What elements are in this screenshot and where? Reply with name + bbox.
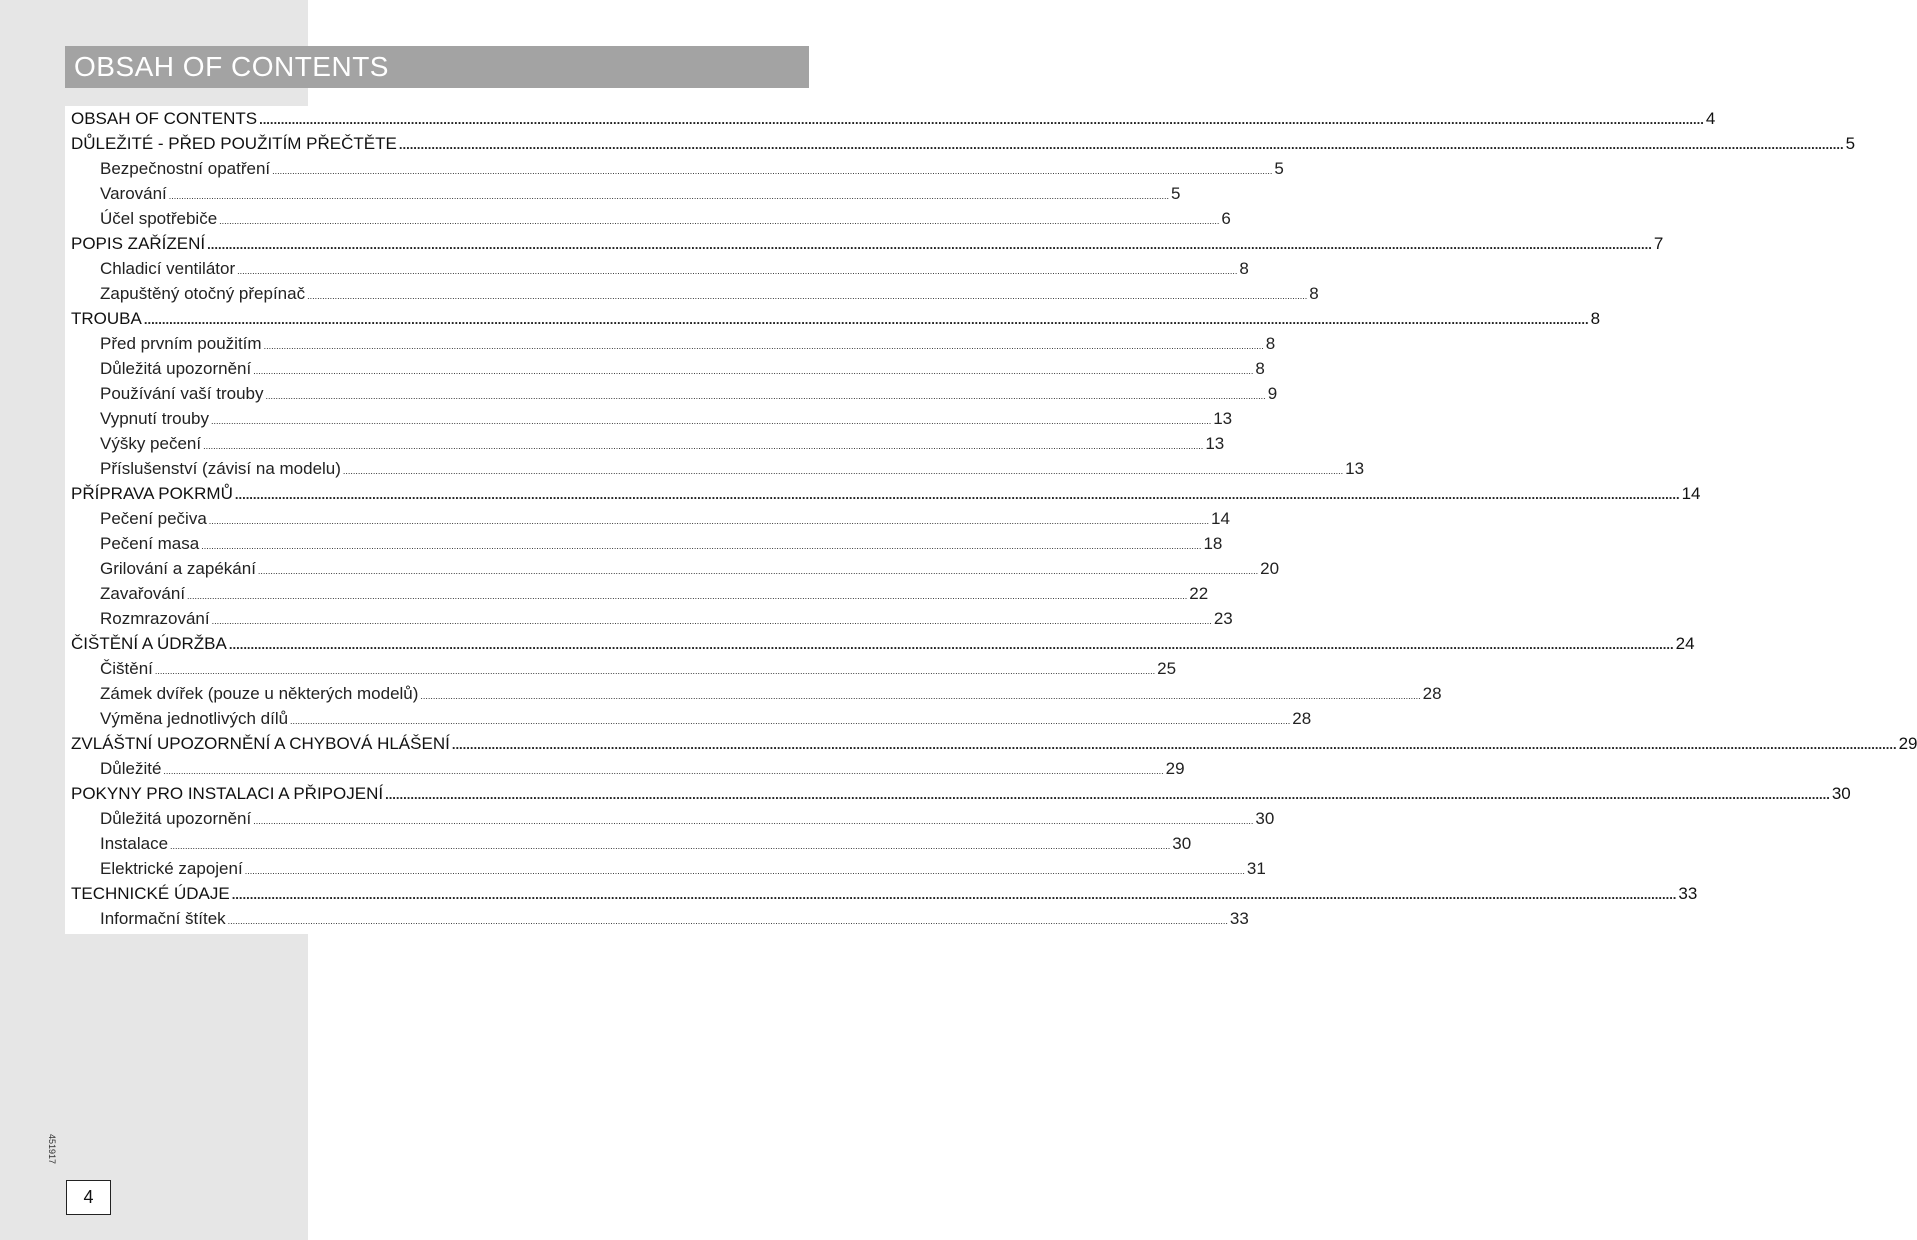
toc-entry-page: 13	[1345, 459, 1365, 478]
toc-entry-label: Používání vaší trouby	[100, 384, 264, 403]
toc-entry-page: 9	[1267, 384, 1278, 403]
toc-entry-page: 8	[1265, 334, 1276, 353]
toc-entry-page: 24	[1675, 634, 1695, 653]
toc-leader-dots: ................................................................................................................................................................................................................................................................................................................................................................................................................	[211, 616, 1212, 626]
toc-entry-label: Zámek dvířek (pouze u některých modelů)	[100, 684, 419, 703]
toc-leader-dots: ................................................................................................................................................................................................................................................................................................................................................................................................................	[257, 566, 1259, 576]
toc-entry-label: Zapuštěný otočný přepínač	[100, 284, 306, 303]
toc-leader-dots: ................................................................................................................................................................................................................................................................................................................................................................................................................	[201, 541, 1202, 551]
toc-entry[interactable]	[71, 781, 1851, 806]
toc-entry-label: Důležitá upozornění	[100, 809, 252, 828]
toc-entry-label: Pečení pečiva	[100, 509, 207, 528]
page-title: OBSAH OF CONTENTS	[74, 51, 389, 82]
toc-leader-dots: ................................................................................................................................................................................................................................................................................................................................................................................................................	[307, 291, 1308, 301]
document-code: 451917	[47, 1133, 57, 1165]
toc-leader-dots: ................................................................................................................................................................................................................................................................................................................................................................................................................	[227, 916, 1228, 926]
toc-leader-dots: ................................................................................................................................................................................................................................................................................................................................................................................................................	[231, 887, 1677, 902]
toc-entry[interactable]	[71, 456, 1365, 481]
toc-entry[interactable]	[71, 631, 1695, 656]
toc-entry[interactable]	[71, 156, 1284, 181]
toc-entry[interactable]	[71, 406, 1233, 431]
toc-leader-dots: ................................................................................................................................................................................................................................................................................................................................................................................................................	[168, 191, 1169, 201]
toc-entry-label: Bezpečnostní opatření	[100, 159, 271, 178]
toc-entry-label: TECHNICKÉ ÚDAJE	[71, 884, 230, 903]
toc-entry-label: Výměna jednotlivých dílů	[100, 709, 289, 728]
toc-entry[interactable]	[71, 256, 1249, 281]
toc-entry-page: 28	[1422, 684, 1442, 703]
toc-leader-dots: ................................................................................................................................................................................................................................................................................................................................................................................................................	[163, 766, 1164, 776]
toc-entry[interactable]	[71, 656, 1177, 681]
toc-leader-dots: ................................................................................................................................................................................................................................................................................................................................................................................................................	[342, 466, 1344, 476]
toc-leader-dots: ................................................................................................................................................................................................................................................................................................................................................................................................................	[253, 366, 1254, 376]
toc-entry-page: 14	[1211, 509, 1230, 528]
toc-entry-label: Výšky pečení	[100, 434, 202, 453]
toc-entry[interactable]	[71, 181, 1181, 206]
title-bar	[65, 46, 809, 88]
toc-entry-label: OBSAH OF CONTENTS	[71, 109, 258, 128]
toc-entry-label: Grilování a zapékání	[100, 559, 256, 578]
toc-entry[interactable]	[71, 531, 1223, 556]
toc-entry[interactable]	[71, 606, 1233, 631]
toc-leader-dots: ................................................................................................................................................................................................................................................................................................................................................................................................................	[154, 666, 1156, 676]
table-of-contents	[65, 106, 1917, 934]
toc-entry-label: DŮLEŽITÉ - PŘED POUŽITÍM PŘEČTĚTE	[71, 134, 397, 153]
toc-leader-dots: ................................................................................................................................................................................................................................................................................................................................................................................................................	[237, 266, 1238, 276]
toc-entry-label: Zavařování	[100, 584, 186, 603]
toc-leader-dots: ................................................................................................................................................................................................................................................................................................................................................................................................................	[263, 341, 1264, 351]
toc-entry[interactable]	[71, 756, 1185, 781]
toc-entry[interactable]	[71, 556, 1280, 581]
toc-entry-page: 25	[1157, 659, 1177, 678]
page-number: 4	[66, 1180, 111, 1215]
toc-entry-page: 4	[1705, 109, 1716, 128]
toc-entry-label: Varování	[100, 184, 167, 203]
toc-entry[interactable]	[71, 231, 1664, 256]
toc-entry[interactable]	[71, 906, 1249, 931]
toc-entry-page: 13	[1213, 409, 1233, 428]
toc-entry-page: 8	[1239, 259, 1249, 278]
toc-entry-label: TROUBA	[71, 309, 142, 328]
toc-entry-label: Důležité	[100, 759, 162, 778]
toc-leader-dots: ................................................................................................................................................................................................................................................................................................................................................................................................................	[143, 312, 1589, 327]
toc-entry-page: 8	[1590, 309, 1601, 328]
toc-entry-label: Pečení masa	[100, 534, 200, 553]
toc-entry[interactable]	[71, 131, 1856, 156]
toc-entry-page: 30	[1255, 809, 1275, 828]
toc-entry-label: Čištění	[100, 659, 153, 678]
toc-entry-page: 7	[1653, 234, 1664, 253]
toc-leader-dots: ................................................................................................................................................................................................................................................................................................................................................................................................................	[244, 866, 1245, 876]
toc-entry[interactable]	[71, 806, 1275, 831]
toc-entry-label: Rozmrazování	[100, 609, 210, 628]
toc-entry-page: 23	[1213, 609, 1233, 628]
toc-entry-page: 29	[1165, 759, 1185, 778]
toc-entry-label: POPIS ZAŘÍZENÍ	[71, 234, 206, 253]
toc-entry[interactable]	[71, 681, 1442, 706]
toc-leader-dots: ................................................................................................................................................................................................................................................................................................................................................................................................................	[203, 441, 1204, 451]
toc-entry-label: Chladicí ventilátor	[100, 259, 236, 278]
toc-entry-page: 22	[1189, 584, 1209, 603]
toc-leader-dots: ................................................................................................................................................................................................................................................................................................................................................................................................................	[211, 416, 1212, 426]
toc-leader-dots: ................................................................................................................................................................................................................................................................................................................................................................................................................	[265, 391, 1266, 401]
toc-entry-page: 31	[1246, 859, 1266, 878]
toc-entry-label: Účel spotřebiče	[100, 209, 218, 228]
toc-entry-page: 29	[1898, 734, 1917, 753]
toc-entry-label: Příslušenství (závisí na modelu)	[100, 459, 341, 478]
toc-entry[interactable]	[71, 381, 1278, 406]
toc-leader-dots: ................................................................................................................................................................................................................................................................................................................................................................................................................	[187, 591, 1188, 601]
toc-entry-page: 28	[1292, 709, 1312, 728]
toc-entry[interactable]	[71, 856, 1266, 881]
toc-entry-page: 30	[1172, 834, 1192, 853]
toc-entry-page: 20	[1260, 559, 1280, 578]
toc-entry-label: Elektrické zapojení	[100, 859, 243, 878]
toc-entry[interactable]	[71, 881, 1698, 906]
toc-entry-label: Informační štítek	[100, 909, 226, 928]
toc-leader-dots: ................................................................................................................................................................................................................................................................................................................................................................................................................	[228, 637, 1674, 652]
toc-entry-page: 18	[1203, 534, 1223, 553]
toc-entry[interactable]	[71, 331, 1276, 356]
toc-entry-page: 8	[1255, 359, 1265, 378]
toc-entry[interactable]	[71, 431, 1225, 456]
toc-entry-label: ČIŠTĚNÍ A ÚDRŽBA	[71, 634, 227, 653]
toc-leader-dots: ................................................................................................................................................................................................................................................................................................................................................................................................................	[219, 216, 1220, 226]
toc-entry-page: 30	[1831, 784, 1851, 803]
toc-entry-page: 6	[1221, 209, 1231, 228]
toc-leader-dots: ................................................................................................................................................................................................................................................................................................................................................................................................................	[451, 737, 1897, 752]
toc-entry-page: 13	[1205, 434, 1225, 453]
toc-leader-dots: ................................................................................................................................................................................................................................................................................................................................................................................................................	[208, 516, 1209, 526]
toc-entry-label: Vypnutí trouby	[100, 409, 209, 428]
toc-entry-page: 5	[1274, 159, 1284, 178]
toc-entry[interactable]	[71, 831, 1192, 856]
toc-entry-label: Před prvním použitím	[100, 334, 262, 353]
toc-leader-dots: ................................................................................................................................................................................................................................................................................................................................................................................................................	[398, 137, 1844, 152]
toc-entry[interactable]	[71, 506, 1230, 531]
toc-entry-page: 5	[1845, 134, 1856, 153]
toc-entry[interactable]	[71, 706, 1312, 731]
toc-entry-label: PŘÍPRAVA POKRMŮ	[71, 484, 233, 503]
toc-entry[interactable]	[71, 581, 1209, 606]
toc-leader-dots: ................................................................................................................................................................................................................................................................................................................................................................................................................	[253, 816, 1254, 826]
toc-entry[interactable]	[71, 481, 1701, 506]
toc-entry-label: ZVLÁŠTNÍ UPOZORNĚNÍ A CHYBOVÁ HLÁŠENÍ	[71, 734, 450, 753]
toc-leader-dots: ................................................................................................................................................................................................................................................................................................................................................................................................................	[170, 841, 1171, 851]
toc-entry-page: 8	[1309, 284, 1319, 303]
toc-entry[interactable]	[71, 106, 1716, 131]
toc-entry-page: 14	[1681, 484, 1701, 503]
toc-leader-dots: ................................................................................................................................................................................................................................................................................................................................................................................................................	[290, 716, 1291, 726]
toc-leader-dots: ................................................................................................................................................................................................................................................................................................................................................................................................................	[272, 166, 1273, 176]
toc-leader-dots: ................................................................................................................................................................................................................................................................................................................................................................................................................	[207, 237, 1652, 252]
toc-entry[interactable]	[71, 206, 1231, 231]
toc-entry[interactable]	[71, 356, 1265, 381]
toc-entry-label: Instalace	[100, 834, 169, 853]
toc-leader-dots: ................................................................................................................................................................................................................................................................................................................................................................................................................	[259, 112, 1704, 127]
toc-entry-page: 5	[1170, 184, 1181, 203]
toc-entry[interactable]	[71, 731, 1917, 756]
toc-entry-page: 33	[1229, 909, 1249, 928]
toc-entry[interactable]	[71, 306, 1601, 331]
toc-entry-page: 33	[1678, 884, 1698, 903]
toc-leader-dots: ................................................................................................................................................................................................................................................................................................................................................................................................................	[385, 787, 1830, 802]
toc-entry-label: Důležitá upozornění	[100, 359, 252, 378]
toc-entry-label: POKYNY PRO INSTALACI A PŘIPOJENÍ	[71, 784, 384, 803]
toc-leader-dots: ................................................................................................................................................................................................................................................................................................................................................................................................................	[420, 691, 1421, 701]
toc-leader-dots: ................................................................................................................................................................................................................................................................................................................................................................................................................	[234, 487, 1680, 502]
toc-entry[interactable]	[71, 281, 1319, 306]
